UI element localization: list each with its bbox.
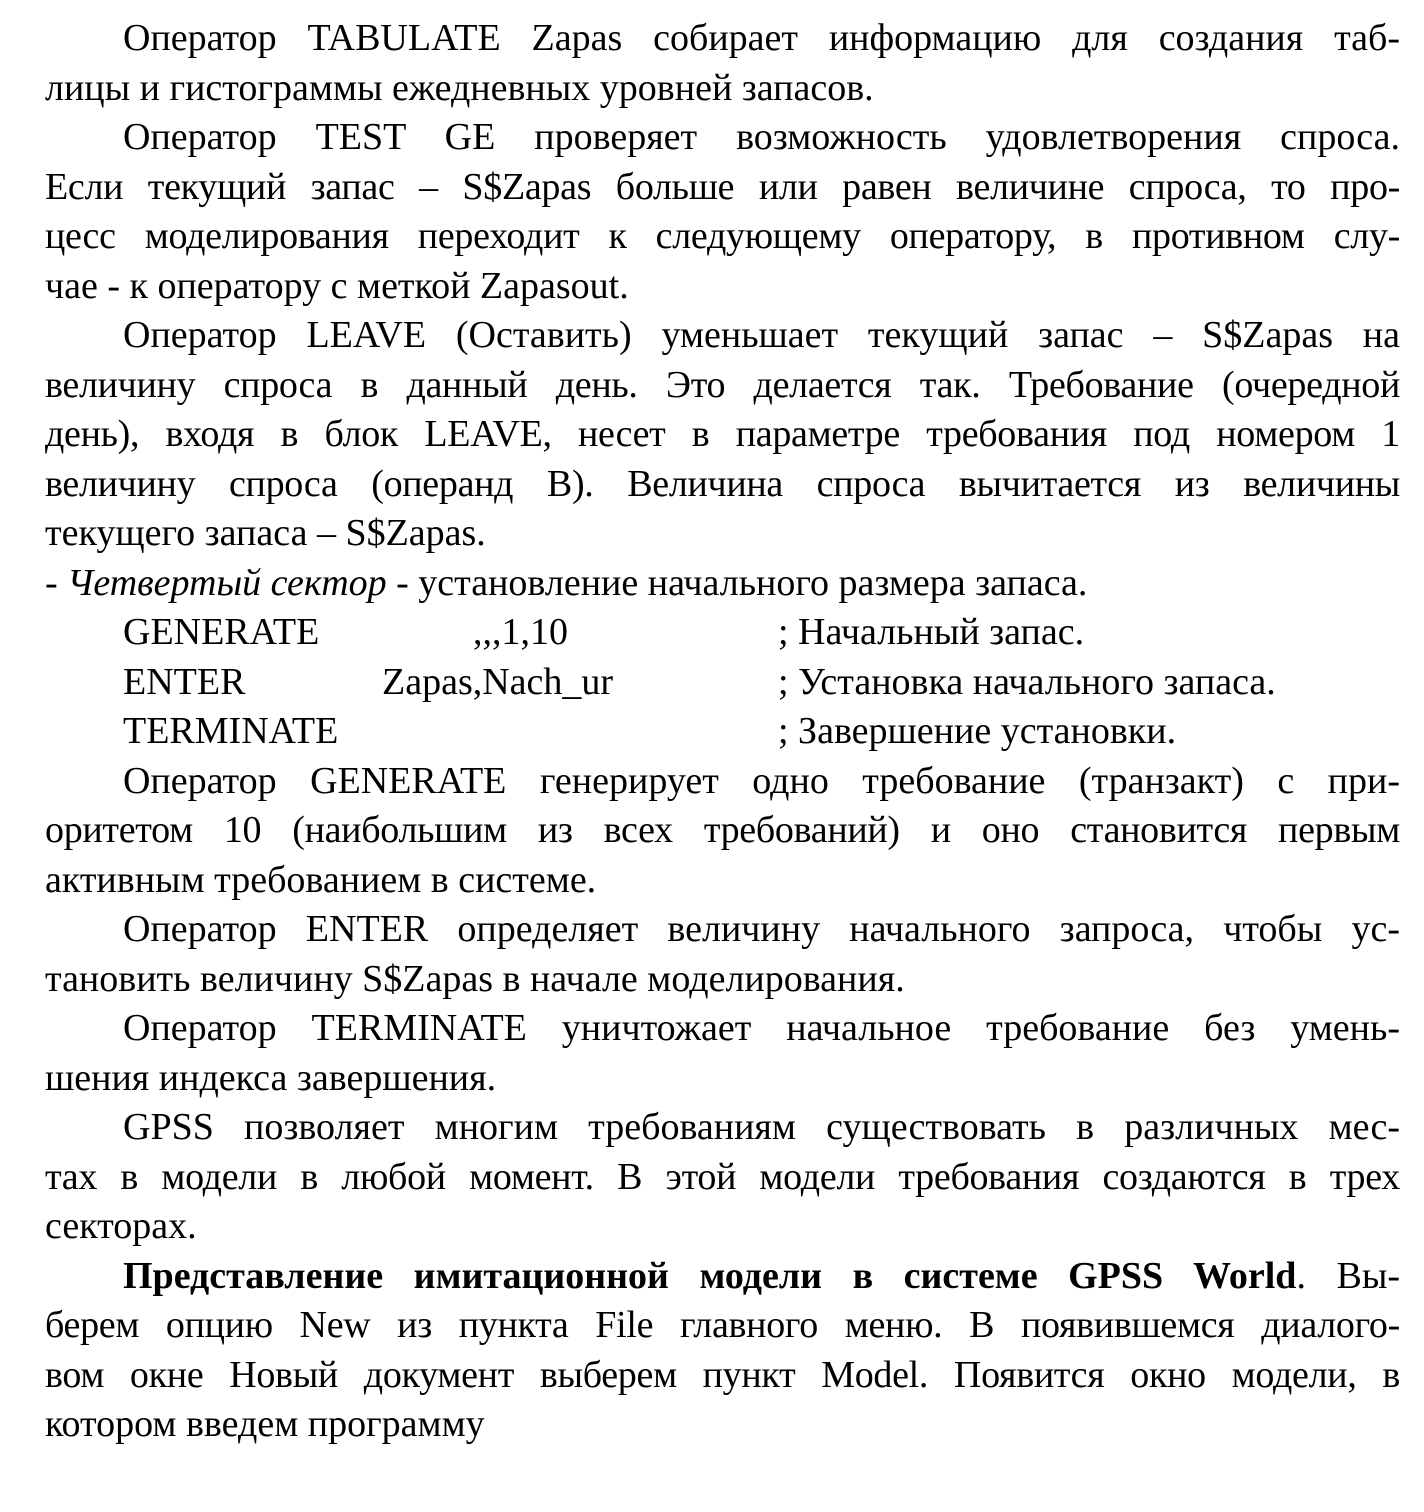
- paragraph-gpss: [45, 1103, 1400, 1252]
- text-line: Оператор ENTER определяет величину начального запроса, чтобы ус-: [123, 908, 1400, 950]
- paragraph-terminate: [45, 1004, 1400, 1103]
- text-line: секторах.: [45, 1205, 197, 1247]
- text-line: чае - к оператору с меткой Zapasout.: [45, 264, 629, 307]
- text-line: величину спроса в данный день. Это делается так. Требование (очередной: [45, 363, 1400, 406]
- paragraph-enter: [45, 905, 1400, 1004]
- text-fragment: . Вы-: [1296, 1254, 1400, 1297]
- document-page: [45, 14, 1400, 1450]
- text-line: Оператор TERMINATE уничтожает начальное требование без умень-: [123, 1007, 1400, 1049]
- text-line: тах в модели в любой момент. В этой модели требования создаются в трех: [45, 1155, 1400, 1198]
- code-line: [45, 707, 1400, 757]
- text-line: Оператор TABULATE Zapas собирает информацию для создания таб-: [123, 17, 1400, 59]
- paragraph-test: [45, 113, 1400, 311]
- text-line: активным требованием в системе.: [45, 858, 597, 901]
- text-line: цесс моделирования переходит к следующему оператору, в противном слу-: [45, 215, 1400, 257]
- code-operator: TERMINATE: [123, 710, 339, 752]
- code-line: [45, 608, 1400, 658]
- code-line: [45, 658, 1400, 708]
- text-line: [45, 1252, 1400, 1302]
- text-line: котором введем программу: [45, 1403, 485, 1445]
- text-line: Оператор LEAVE (Оставить) уменьшает текущий запас – S$Zapas на: [123, 314, 1400, 356]
- text-line: Оператор TEST GE проверяет возможность удовлетворения спроса.: [123, 116, 1400, 158]
- code-operator: GENERATE: [123, 611, 320, 653]
- paragraph-leave: [45, 311, 1400, 559]
- sector-heading: [45, 559, 1400, 609]
- text-line: величину спроса (операнд B). Величина спроса вычитается из величины: [45, 462, 1400, 505]
- text-line: берем опцию New из пункта File главного меню. В появившемся диалого-: [45, 1304, 1400, 1346]
- text-line: Оператор GENERATE генерирует одно требование (транзакт) с при-: [123, 759, 1400, 802]
- code-operands: Zapas,Nach_ur: [382, 660, 614, 703]
- text-line: лицы и гистограммы ежедневных уровней запасов.: [45, 66, 874, 109]
- paragraph-tabulate: [45, 14, 1400, 113]
- code-block: [45, 608, 1400, 757]
- code-comment: ; Начальный запас.: [778, 611, 1085, 653]
- text-line: GPSS позволяет многим требованиям существовать в различных мес-: [123, 1106, 1400, 1148]
- code-operator: ENTER: [123, 660, 246, 703]
- text-line: день), входя в блок LEAVE, несет в параметре требования под номером 1: [45, 413, 1400, 455]
- code-comment: ; Установка начального запаса.: [778, 660, 1276, 703]
- section-heading: Представление имитационной модели в системе GPSS World: [123, 1254, 1297, 1297]
- text-line: текущего запаса – S$Zapas.: [45, 512, 486, 554]
- paragraph-generate: [45, 757, 1400, 906]
- paragraph-gpss-world: [45, 1252, 1400, 1450]
- text-line: Если текущий запас – S$Zapas больше или равен величине спроса, то про-: [45, 165, 1400, 208]
- code-operands: ,,,1,10: [473, 611, 568, 653]
- text-line: шения индекса завершения.: [45, 1056, 497, 1099]
- sector-description: - установление начального размера запаса.: [386, 561, 1088, 604]
- text-line: тановить величину S$Zapas в начале моделирования.: [45, 957, 905, 1000]
- sector-name: Четвертый сектор: [67, 561, 387, 604]
- text-line: оритетом 10 (наибольшим из всех требований) и оно становится первым: [45, 809, 1400, 851]
- text-line: вом окне Новый документ выберем пункт Model. Появится окно модели, в: [45, 1353, 1400, 1396]
- code-comment: ; Завершение установки.: [778, 710, 1177, 752]
- sector-dash: -: [45, 561, 68, 604]
